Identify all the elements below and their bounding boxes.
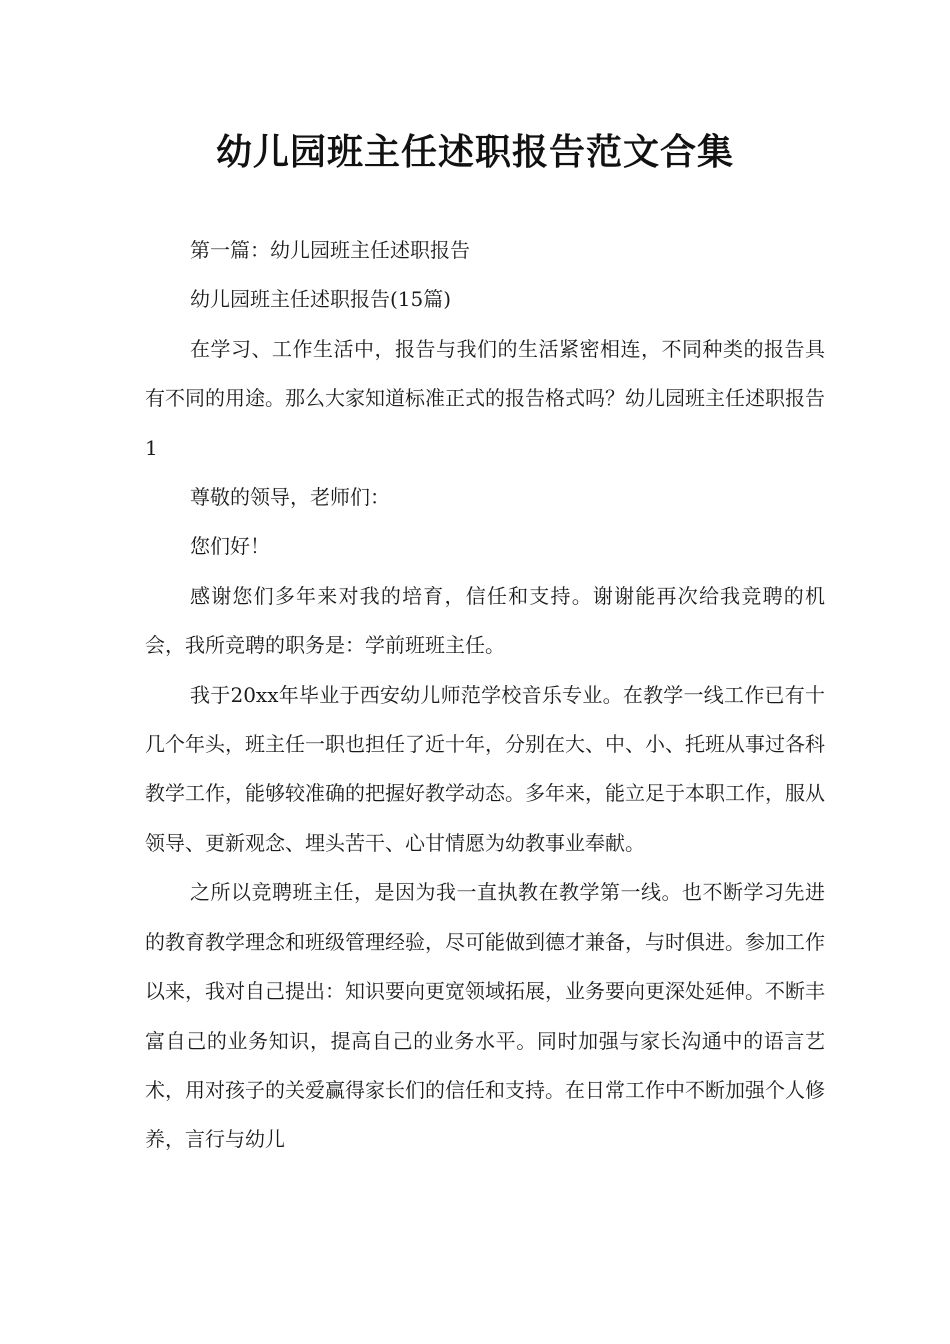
paragraph-background: 我于20xx年毕业于西安幼儿师范学校音乐专业。在教学一线工作已有十几个年头，班主任一职也担任了近十年，分别在大、中、小、托班从事过各科教学工作，能够较准确的把握好教学动态。多年来，能立足于本职工作，服从领导、更新观念、埋头苦干、心甘情愿为幼教事业奉献。: [145, 682, 825, 855]
paragraph-salutation: 尊敬的领导，老师们：: [190, 485, 390, 510]
document-title: 幼儿园班主任述职报告范文合集: [215, 132, 734, 173]
paragraph-chapter-heading: 第一篇：幼儿园班主任述职报告: [190, 238, 470, 262]
paragraph-thanks: 感谢您们多年来对我的培育，信任和支持。谢谢能再次给我竞聘的机会，我所竞聘的职务是：学前班班主任。: [145, 583, 825, 658]
document-body: [145, 226, 825, 1165]
paragraph-greeting: 您们好！: [190, 534, 270, 559]
paragraph-motivation: 之所以竞聘班主任，是因为我一直执教在教学第一线。也不断学习先进的教育教学理念和班级管理经验，尽可能做到德才兼备，与时俱进。参加工作以来，我对自己提出：知识要向更宽领域拓展，业务要向更深处延伸。不断丰富自己的业务知识，提高自己的业务水平。同时加强与家长沟通中的语言艺术，用对孩子的关爱赢得家长们的信任和支持。在日常工作中不断加强个人修养，言行与幼儿: [145, 880, 825, 1152]
paragraph-subtitle: 幼儿园班主任述职报告(15篇): [190, 287, 452, 312]
paragraph-intro: 在学习、工作生活中，报告与我们的生活紧密相连，不同种类的报告具有不同的用途。那么大家知道标准正式的报告格式吗？幼儿园班主任述职报告1: [145, 336, 825, 460]
